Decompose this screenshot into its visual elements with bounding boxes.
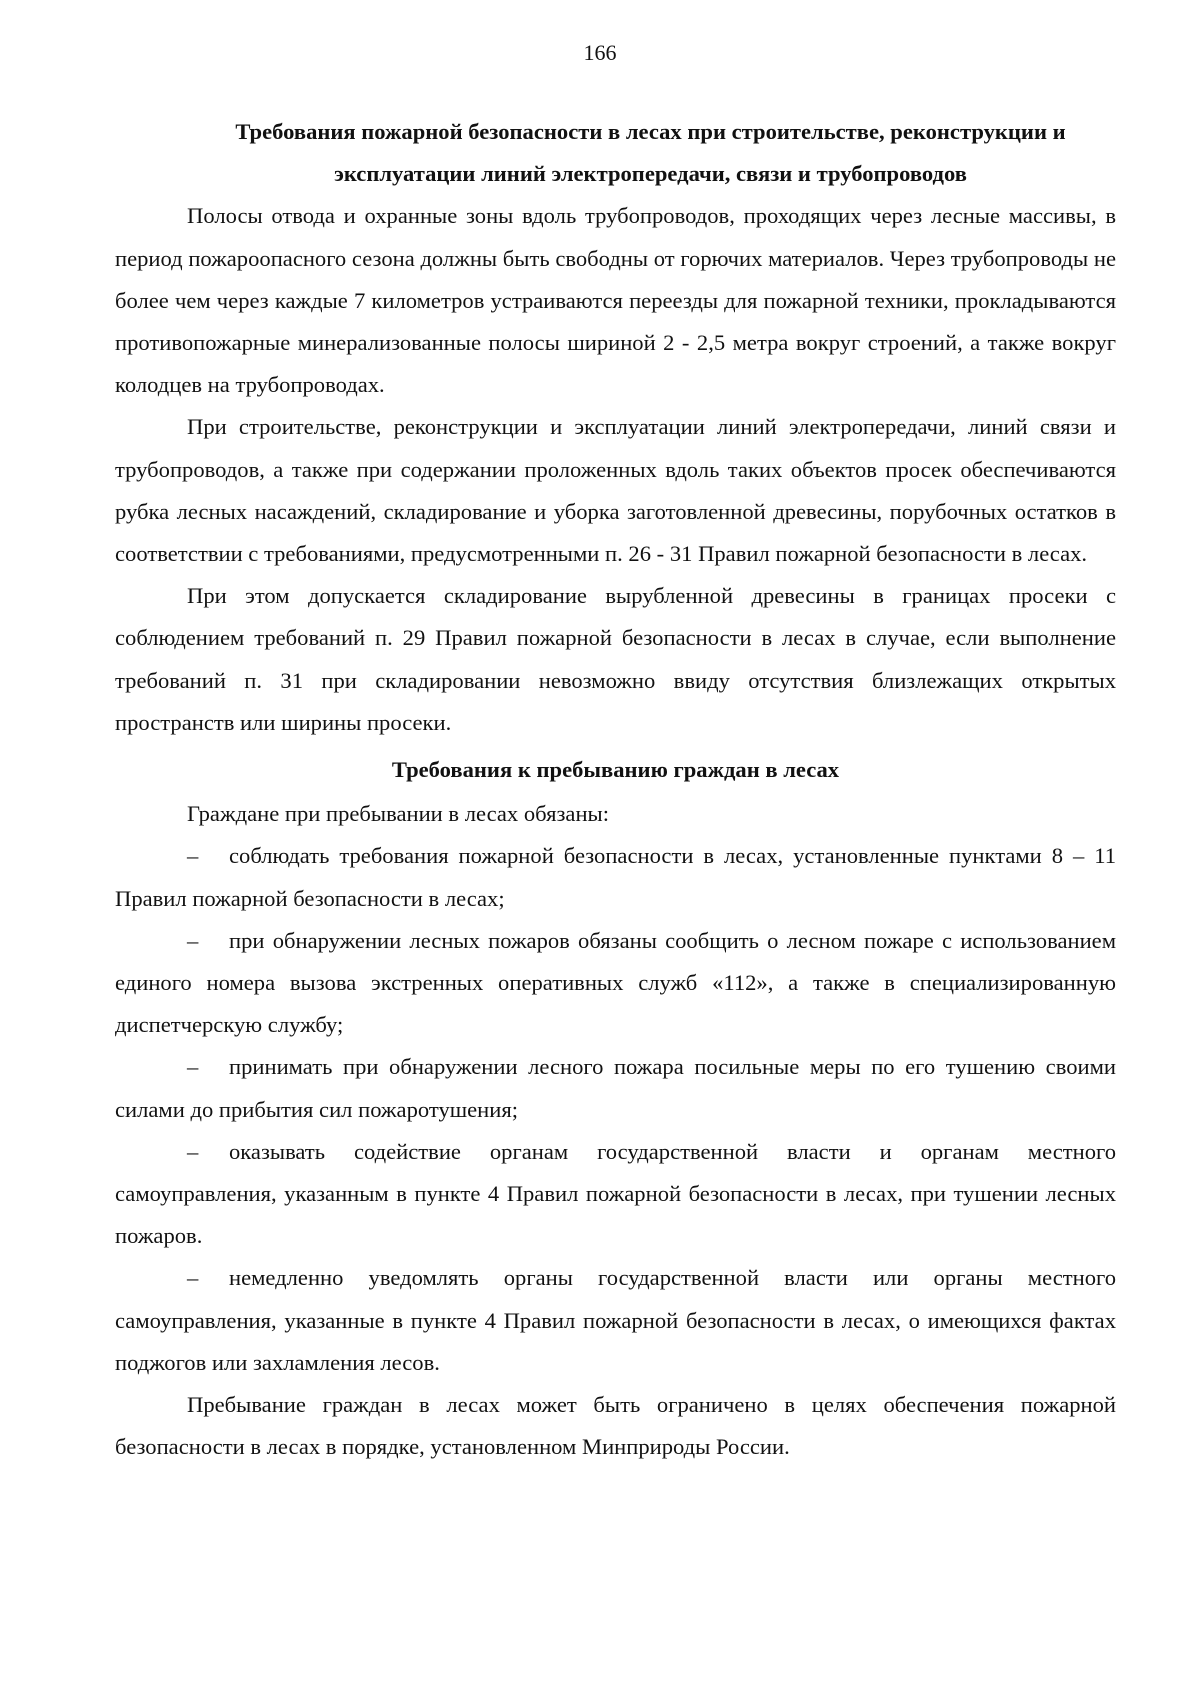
list-item <box>115 835 1116 919</box>
list-item-text: оказывать содействие органам государственной власти и органам местного самоуправления, указанным в пункте 4 Правил пожарной безопасности в лесах, при тушении лесных пожаров. <box>115 1138 1116 1249</box>
paragraph-pipeline-strips: Полосы отвода и охранные зоны вдоль трубопроводов, проходящих через лесные массивы, в период пожароопасного сезона должны быть свободны от горючих материалов. Через трубопроводы не более чем через каждые 7 километров устраиваются переезды для пожарной техники, прокладываются противопожарные минерализованные полосы шириной 2 - 2,5 метра вокруг строений, а также вокруг колодцев на трубопроводах. <box>115 203 1116 398</box>
document-body <box>115 111 1116 1469</box>
bullet-dash: – <box>187 1265 199 1291</box>
list-item-text: немедленно уведомлять органы государственной власти или органы местного самоуправления, указанные в пункте 4 Правил пожарной безопасности в лесах, о имеющихся фактах поджогов или захламления лесов. <box>115 1265 1116 1375</box>
list-item <box>115 1046 1116 1130</box>
section-heading-citizens: Требования к пребыванию граждан в лесах <box>391 757 840 783</box>
paragraph-citizens-intro: Граждане при пребывании в лесах обязаны: <box>187 801 609 827</box>
section-heading-power-lines: Требования пожарной безопасности в лесах при строительстве, реконструкции и эксплуатации линий электропередачи, связи и трубопроводов <box>235 119 1066 187</box>
list-item <box>115 1131 1116 1258</box>
page-number: 166 <box>583 40 617 65</box>
bullet-dash: – <box>187 927 199 953</box>
list-item-text: соблюдать требования пожарной безопасности в лесах, установленные пунктами 8 – 11 Правил пожарной безопасности в лесах; <box>115 843 1116 911</box>
list-item-text: при обнаружении лесных пожаров обязаны сообщить о лесном пожаре с использованием единого номера вызова экстренных оперативных служб «112», а также в специализированную диспетчерскую службу; <box>115 927 1116 1038</box>
paragraph-closing: Пребывание граждан в лесах может быть ограничено в целях обеспечения пожарной безопасности в лесах в порядке, установленном Минприроды России. <box>115 1392 1116 1460</box>
paragraph-construction-clearing: При строительстве, реконструкции и эксплуатации линий электропередачи, линий связи и трубопроводов, а также при содержании проложенных вдоль таких объектов просек обеспечиваются рубка лесных насаждений, складирование и уборка заготовленной древесины, порубочных остатков в соответствии с требованиями, предусмотренными п. 26 - 31 Правил пожарной безопасности в лесах. <box>115 414 1116 567</box>
list-item <box>115 1257 1116 1384</box>
list-item-text: принимать при обнаружении лесного пожара посильные меры по его тушению своими силами до прибытия сил пожаротушения; <box>115 1054 1116 1122</box>
bullet-dash: – <box>187 1054 199 1080</box>
bullet-dash: – <box>187 843 199 869</box>
paragraph-timber-storage: При этом допускается складирование вырубленной древесины в границах просеки с соблюдением требований п. 29 Правил пожарной безопасности в лесах в случае, если выполнение требований п. 31 при складировании невозможно ввиду отсутствия близлежащих открытых пространств или ширины просеки. <box>115 583 1116 735</box>
bullet-dash: – <box>187 1138 199 1164</box>
list-item <box>115 920 1116 1047</box>
